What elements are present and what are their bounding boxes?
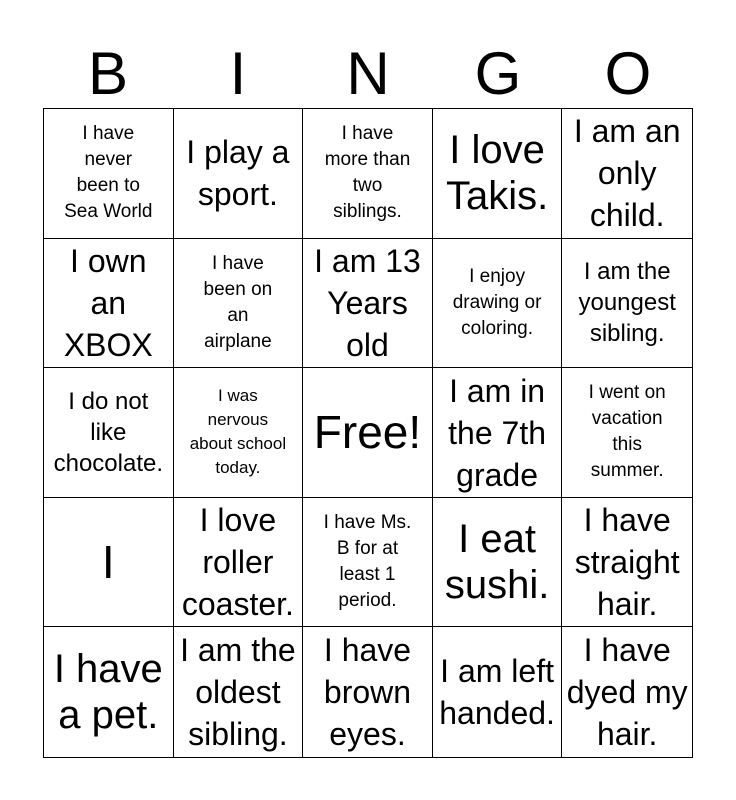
cell-text: I play a sport. bbox=[186, 134, 290, 213]
cell-text: I am in the 7th grade bbox=[448, 372, 547, 493]
bingo-cell[interactable] bbox=[44, 627, 174, 757]
bingo-cell[interactable] bbox=[44, 368, 174, 498]
cell-text: I am an only child. bbox=[573, 113, 681, 234]
bingo-cell[interactable] bbox=[433, 109, 563, 239]
cell-text: I love Takis. bbox=[445, 128, 549, 219]
bingo-cell[interactable] bbox=[562, 368, 692, 498]
cell-text: I am 13 Years old bbox=[314, 242, 421, 363]
cell-text: I have straight hair. bbox=[574, 502, 680, 623]
bingo-cell[interactable] bbox=[433, 627, 563, 757]
header-letter-g: G bbox=[474, 40, 522, 107]
cell-text: I have a pet. bbox=[53, 647, 163, 738]
cell-text: I own an XBOX bbox=[63, 242, 153, 363]
header-letter-i: I bbox=[229, 40, 247, 107]
bingo-cell[interactable] bbox=[433, 498, 563, 628]
bingo-cell[interactable] bbox=[44, 109, 174, 239]
cell-text: I have never been to Sea World bbox=[64, 123, 153, 223]
bingo-header bbox=[43, 42, 693, 106]
header-letter-n: N bbox=[346, 40, 390, 107]
bingo-cell[interactable] bbox=[562, 498, 692, 628]
bingo-cell[interactable] bbox=[174, 368, 304, 498]
bingo-cell[interactable] bbox=[433, 368, 563, 498]
bingo-cell[interactable] bbox=[174, 627, 304, 757]
cell-text: I bbox=[101, 536, 115, 589]
cell-text: I have been on an airplane bbox=[203, 252, 273, 352]
cell-text: I love roller coaster. bbox=[181, 502, 294, 623]
cell-text: I am the oldest sibling. bbox=[180, 632, 296, 753]
bingo-cell[interactable] bbox=[44, 239, 174, 369]
free-space-text: Free! bbox=[313, 406, 422, 459]
bingo-cell[interactable] bbox=[303, 627, 433, 757]
cell-text: I was nervous about school today. bbox=[189, 386, 287, 478]
bingo-cell[interactable] bbox=[303, 239, 433, 369]
bingo-cell[interactable] bbox=[433, 239, 563, 369]
cell-text: I eat sushi. bbox=[444, 517, 550, 608]
bingo-cell[interactable] bbox=[303, 498, 433, 628]
cell-text: I have brown eyes. bbox=[323, 632, 412, 753]
bingo-cell[interactable] bbox=[174, 498, 304, 628]
bingo-cell[interactable] bbox=[562, 627, 692, 757]
free-space-cell[interactable] bbox=[303, 368, 433, 498]
cell-text: I have more than two siblings. bbox=[324, 123, 411, 223]
cell-text: I am the youngest sibling. bbox=[578, 258, 676, 348]
bingo-cell[interactable] bbox=[303, 109, 433, 239]
cell-text: I do not like chocolate. bbox=[53, 387, 163, 477]
cell-text: I have dyed my hair. bbox=[566, 632, 688, 753]
bingo-board bbox=[43, 108, 693, 758]
bingo-cell[interactable] bbox=[562, 239, 692, 369]
cell-text: I enjoy drawing or coloring. bbox=[452, 265, 542, 339]
header-letter-o: O bbox=[604, 40, 652, 107]
header-letter-b: B bbox=[87, 40, 129, 107]
cell-text: I have Ms. B for at least 1 period. bbox=[323, 512, 412, 612]
bingo-cell[interactable] bbox=[562, 109, 692, 239]
bingo-cell[interactable] bbox=[174, 239, 304, 369]
bingo-cell[interactable] bbox=[174, 109, 304, 239]
cell-text: I went on vacation this summer. bbox=[588, 382, 666, 482]
cell-text: I am left handed. bbox=[439, 653, 555, 732]
bingo-cell[interactable] bbox=[44, 498, 174, 628]
